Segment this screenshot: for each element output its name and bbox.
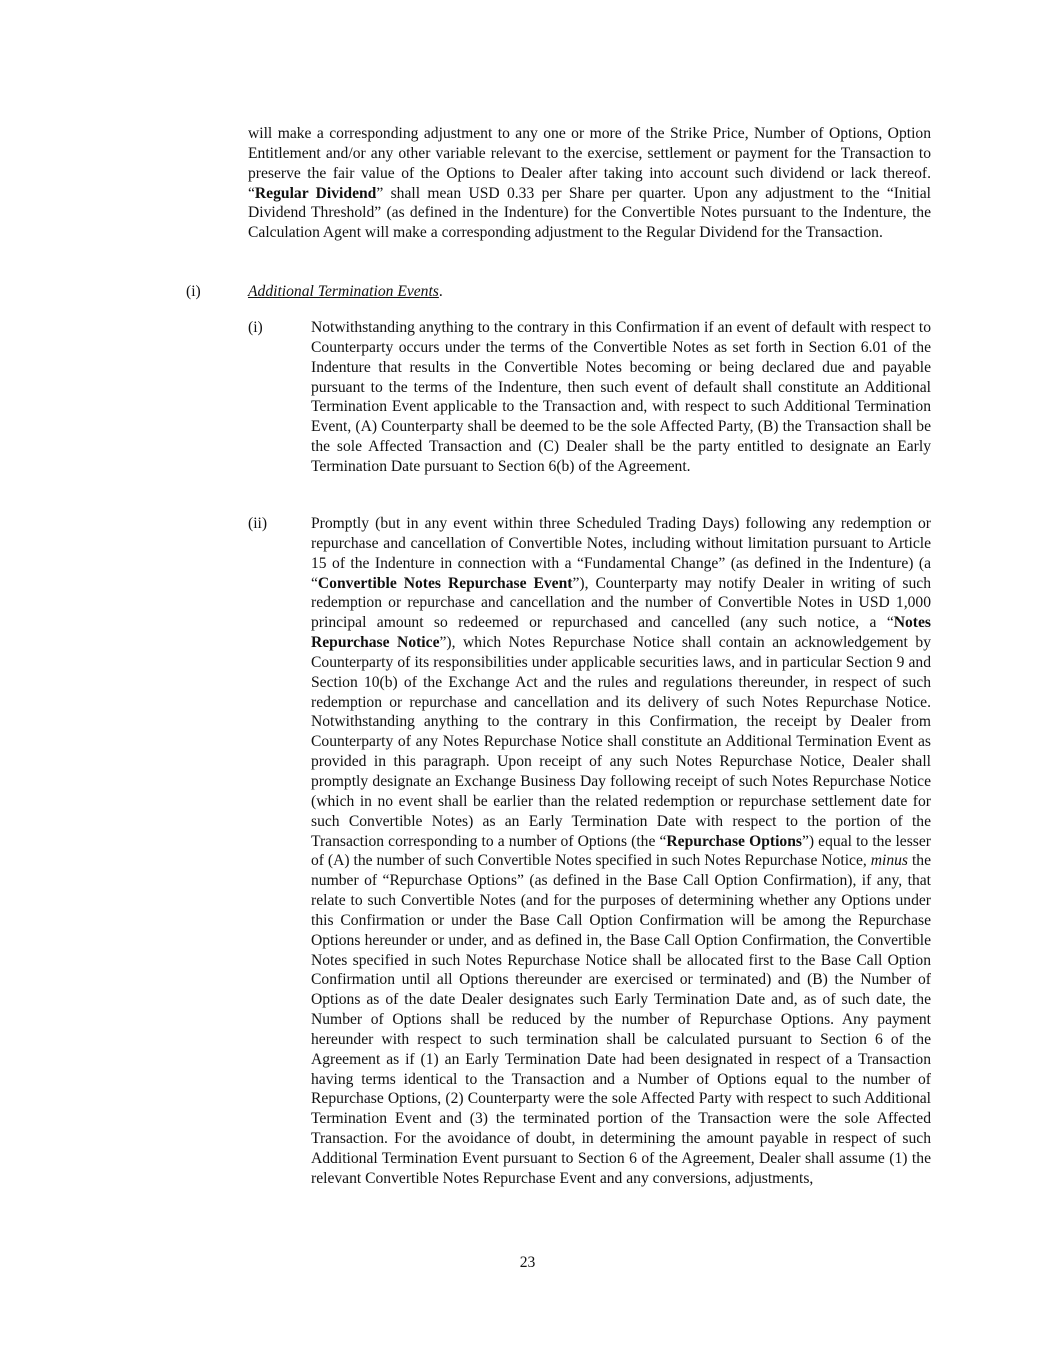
page-number: 23 [519,1254,536,1271]
item-2-text-3: ”), which Notes Repurchase Notice shall contain an acknowledgement by Counterparty of its responsibilities under applicable securities laws, and in particular Section 9 and Section 10(b) of the Exchange Act and the rules and regulations thereunder, in respect of such redemption or repurchase and cancellation and its delivery of such Notes Repurchase Notice. Notwithstanding anything to the contrary in this Confirmation, the receipt by Dealer from Counterparty of any Notes Repurchase Notice shall constitute an Additional Termination Event as provided in this paragraph. Upon receipt of any such Notes Repurchase Notice, Dealer shall promptly designate an Exchange Business Day following receipt of such Notes Repurchase Notice (which in no event shall be earlier than the related redemption or repurchase settlement date for such Convertible Notes) as an Early Termination Date with respect to the portion of the Transaction corresponding to a number of Options (the “ [311,634,931,850]
minus-term: minus [870,852,908,870]
item-2-text-1: Promptly (but in any event within three Scheduled Trading Days) following any redemption or repurchase and cancellation of Convertible Notes, including without limitation pursuant to Article 15 of the Indenture in connection with a “Fundamental Change” (as defined in the Indenture) (a “ [311,515,931,592]
section-title-text: Additional Termination Events [248,283,439,300]
intro-text-1: will make a corresponding adjustment to any one or more of the Strike Price, Number of Options, Option Entitlement and/or any other variable relevant to the exercise, settlement or payment for the Transaction to preserve the fair value of the Options to Dealer after taking into account such dividend or lack thereof. “ [248,125,931,202]
item-2-number: (ii) [248,515,268,532]
convertible-notes-repurchase-event-term: Convertible Notes Repurchase Event [317,574,573,592]
repurchase-options-term: Repurchase Options [666,832,802,850]
section-number: (i) [186,283,201,300]
item-1-number: (i) [248,319,263,336]
item-2-text-4: ”) equal to the lesser of (A) the number of such Convertible Notes specified in such Notes Repurchase Notice, [311,832,931,870]
section-title-suffix: . [438,283,443,300]
item-1-paragraph: Notwithstanding anything to the contrary in this Confirmation if an event of default with respect to Counterparty occurs under the terms of the Convertible Notes as set forth in Section 6.01 of the Indenture that results in the Convertible Notes becoming or being declared due and payable pursuant to the terms of the Indenture, then such event of default shall constitute an Additional Termination Event applicable to the Transaction and, with respect to such Additional Termination Event, (A) Counterparty shall be deemed to be the sole Affected Party, (B) the Transaction shall be the sole Affected Transaction and (C) Dealer shall be the party entitled to designate an Early Termination Date pursuant to Section 6(b) of the Agreement. [311,319,931,475]
item-2-text-2: ”), Counterparty may notify Dealer in writing of such redemption or repurchase and cancellation and the number of Convertible Notes in USD 1,000 principal amount so redeemed or repurchased and cancelled (any such notice, a “ [311,574,932,632]
item-2-paragraph [311,514,931,1189]
item-2-text-5: the number of “Repurchase Options” (as defined in the Base Call Option Confirmation), if any, that relate to such Convertible Notes (and for the purposes of determining whether any Options under this Confirmation or under the Base Call Option Confirmation will be among the Repurchase Options hereunder or under, and as defined in, the Base Call Option Confirmation, the Convertible Notes specified in such Notes Repurchase Notice shall be allocated first to the Base Call Option Confirmation until all Options thereunder are exercised or terminated) and (B) the Number of Options as of the date Dealer designates such Early Termination Date and, as of such date, the Number of Options shall be reduced by the number of Repurchase Options. Any payment hereunder with respect to such termination shall be calculated pursuant to Section 6 of the Agreement as if (1) an Early Termination Date had been designated in respect of a Transaction having terms identical to the Transaction and a Number of Options equal to the number of Repurchase Options, (2) Counterparty were the sole Affected Party with respect to such Additional Termination Event and (3) the terminated portion of the Transaction were the sole Affected Transaction. For the avoidance of doubt, in determining the amount payable in respect of such Additional Termination Event pursuant to Section 6 of the Agreement, Dealer shall assume (1) the relevant Convertible Notes Repurchase Event and any conversions, adjustments, [311,852,931,1187]
intro-text-2: ” shall mean USD 0.33 per Share per quarter. Upon any adjustment to the “Initial Dividend Threshold” (as defined in the Indenture) for the Convertible Notes pursuant to the Indenture, the Calculation Agent will make a corresponding adjustment to the Regular Dividend for the Transaction. [248,184,931,242]
intro-paragraph [248,124,931,243]
regular-dividend-term: Regular Dividend [254,184,377,202]
notes-repurchase-notice-term: Notes Repurchase Notice [311,614,931,652]
section-title [248,282,443,302]
